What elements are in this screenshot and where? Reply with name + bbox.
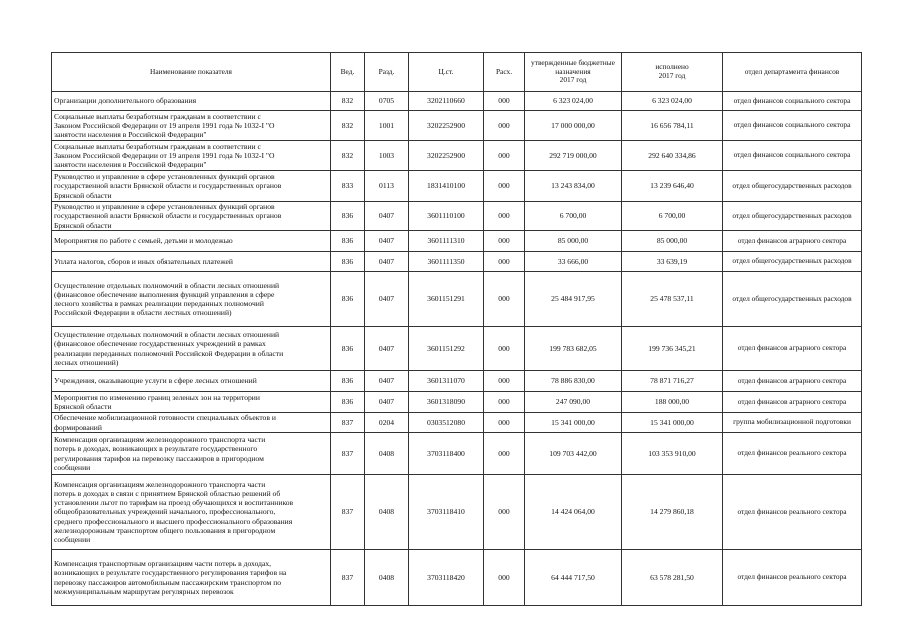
- row-cst: 3601318090: [409, 392, 484, 413]
- row-ved: 836: [331, 252, 365, 272]
- table-row: [52, 433, 862, 475]
- row-ved: 833: [331, 171, 365, 202]
- row-ved: 836: [331, 272, 365, 327]
- row-dept: отдел финансов аграрного сектора: [723, 231, 862, 252]
- row-ved: 836: [331, 392, 365, 413]
- row-ved: 837: [331, 475, 365, 550]
- row-razd: 0705: [365, 92, 409, 111]
- table-row: [52, 252, 862, 272]
- row-rash: 000: [484, 327, 525, 371]
- row-fact: 292 640 334,86: [622, 141, 723, 171]
- row-razd: 0407: [365, 252, 409, 272]
- row-fact: 78 871 716,27: [622, 371, 723, 392]
- header-fact: исполнено 2017 год: [622, 53, 723, 92]
- row-cst: 3202252900: [409, 111, 484, 141]
- row-ved: 832: [331, 111, 365, 141]
- table-row: [52, 475, 862, 550]
- table-row: [52, 327, 862, 371]
- row-rash: 000: [484, 141, 525, 171]
- row-plan: 25 484 917,95: [525, 272, 622, 327]
- row-rash: 000: [484, 252, 525, 272]
- table-row: [52, 231, 862, 252]
- row-cst: 3601111310: [409, 231, 484, 252]
- row-name: Руководство и управление в сфере установленных функций органов государственной власти Брянской области и государственных органов Брянской области: [52, 171, 331, 202]
- row-ved: 837: [331, 413, 365, 433]
- row-razd: 0407: [365, 272, 409, 327]
- row-rash: 000: [484, 92, 525, 111]
- row-cst: 0303512080: [409, 413, 484, 433]
- row-name: Уплата налогов, сборов и иных обязательных платежей: [52, 252, 331, 272]
- row-cst: 3703118420: [409, 550, 484, 606]
- row-plan: 14 424 064,00: [525, 475, 622, 550]
- row-cst: 3703118400: [409, 433, 484, 475]
- row-plan: 13 243 834,00: [525, 171, 622, 202]
- row-dept: отдел финансов реального сектора: [723, 475, 862, 550]
- row-rash: 000: [484, 231, 525, 252]
- row-dept: отдел финансов реального сектора: [723, 550, 862, 606]
- row-plan: 33 666,00: [525, 252, 622, 272]
- row-fact: 85 000,00: [622, 231, 723, 252]
- row-rash: 000: [484, 413, 525, 433]
- row-dept: отдел общегосударственных расходов: [723, 272, 862, 327]
- row-fact: 63 578 281,50: [622, 550, 723, 606]
- row-name: Осуществление отдельных полномочий в области лесных отношений (финансовое обеспечение выполнения функций управления в сфере лесного хозяйства в рамках реализации переданных полномочий Российской Федерации в области лестных отношений): [52, 272, 331, 327]
- row-razd: 0407: [365, 327, 409, 371]
- table-row: [52, 92, 862, 111]
- row-cst: 3601111350: [409, 252, 484, 272]
- row-name: Организации дополнительного образования: [52, 92, 331, 111]
- row-name: Осуществление отдельных полномочий в области лесных отношений (финансовое обеспечение государственных учреждений в рамках реализации переданных полномочий Российской Федерации в области лесных отношений): [52, 327, 331, 371]
- row-dept: отдел общегосударственных расходов: [723, 202, 862, 231]
- row-cst: 3703118410: [409, 475, 484, 550]
- row-dept: отдел финансов аграрного сектора: [723, 371, 862, 392]
- table-row: [52, 392, 862, 413]
- row-rash: 000: [484, 371, 525, 392]
- row-razd: 0408: [365, 475, 409, 550]
- header-plan: утвержденные бюджетные назначения 2017 год: [525, 53, 622, 92]
- row-plan: 6 700,00: [525, 202, 622, 231]
- row-dept: отдел финансов социального сектора: [723, 141, 862, 171]
- row-razd: 0408: [365, 433, 409, 475]
- row-cst: 3202252900: [409, 141, 484, 171]
- table-row: [52, 111, 862, 141]
- row-plan: 6 323 024,00: [525, 92, 622, 111]
- row-cst: 3601110100: [409, 202, 484, 231]
- table-row: [52, 272, 862, 327]
- row-fact: 6 700,00: [622, 202, 723, 231]
- row-rash: 000: [484, 550, 525, 606]
- row-razd: 1003: [365, 141, 409, 171]
- row-name: Мероприятия по работе с семьей, детьми и молодежью: [52, 231, 331, 252]
- table-row: [52, 413, 862, 433]
- row-name: Социальные выплаты безработным гражданам в соответствии с Законом Российской Федерации от 19 апреля 1991 года № 1032-I "О занятости населения в Российской Федерации": [52, 111, 331, 141]
- row-fact: 199 736 345,21: [622, 327, 723, 371]
- row-rash: 000: [484, 272, 525, 327]
- header-cst: Ц.ст.: [409, 53, 484, 92]
- row-plan: 199 783 682,05: [525, 327, 622, 371]
- row-ved: 836: [331, 327, 365, 371]
- row-ved: 836: [331, 371, 365, 392]
- row-ved: 832: [331, 141, 365, 171]
- row-plan: 64 444 717,50: [525, 550, 622, 606]
- row-name: Учреждения, оказывающие услуги в сфере лесных отношений: [52, 371, 331, 392]
- row-fact: 13 239 646,40: [622, 171, 723, 202]
- row-rash: 000: [484, 392, 525, 413]
- row-dept: отдел финансов аграрного сектора: [723, 392, 862, 413]
- row-name: Обеспечение мобилизационной готовности специальных объектов и формирований: [52, 413, 331, 433]
- row-rash: 000: [484, 171, 525, 202]
- row-plan: 292 719 000,00: [525, 141, 622, 171]
- header-rash: Расх.: [484, 53, 525, 92]
- row-plan: 109 703 442,00: [525, 433, 622, 475]
- row-dept: отдел финансов аграрного сектора: [723, 327, 862, 371]
- row-fact: 14 279 860,18: [622, 475, 723, 550]
- row-plan: 15 341 000,00: [525, 413, 622, 433]
- row-fact: 16 656 784,11: [622, 111, 723, 141]
- row-dept: отдел финансов социального сектора: [723, 111, 862, 141]
- table-row: [52, 141, 862, 171]
- row-cst: 3202110660: [409, 92, 484, 111]
- row-fact: 188 000,00: [622, 392, 723, 413]
- row-rash: 000: [484, 202, 525, 231]
- row-ved: 837: [331, 433, 365, 475]
- row-fact: 103 353 910,00: [622, 433, 723, 475]
- row-dept: группа мобилизационной подготовки: [723, 413, 862, 433]
- row-razd: 0407: [365, 392, 409, 413]
- table-header-row: [52, 53, 862, 92]
- row-name: Руководство и управление в сфере установленных функций органов государственной власти Брянской области и государственных органов Брянской области: [52, 202, 331, 231]
- table-row: [52, 202, 862, 231]
- row-name: Компенсация организациям железнодорожного транспорта части потерь в доходах, возникающих в результате государственного регулирования тарифов на перевозку пассажиров в пригородном сообщении: [52, 433, 331, 475]
- row-plan: 247 090,00: [525, 392, 622, 413]
- row-ved: 832: [331, 92, 365, 111]
- row-dept: отдел финансов реального сектора: [723, 433, 862, 475]
- row-dept: отдел финансов социального сектора: [723, 92, 862, 111]
- table-row: [52, 550, 862, 606]
- row-razd: 0113: [365, 171, 409, 202]
- row-cst: 3601311070: [409, 371, 484, 392]
- row-ved: 837: [331, 550, 365, 606]
- row-razd: 1001: [365, 111, 409, 141]
- row-ved: 836: [331, 231, 365, 252]
- row-cst: 3601151292: [409, 327, 484, 371]
- row-razd: 0204: [365, 413, 409, 433]
- row-name: Социальные выплаты безработным гражданам в соответствии с Законом Российской Федерации от 19 апреля 1991 года № 1032-I "О занятости населения в Российской Федерации": [52, 141, 331, 171]
- row-cst: 3601151291: [409, 272, 484, 327]
- row-ved: 836: [331, 202, 365, 231]
- row-razd: 0407: [365, 371, 409, 392]
- row-razd: 0408: [365, 550, 409, 606]
- row-fact: 6 323 024,00: [622, 92, 723, 111]
- row-dept: отдел общегосударственных расходов: [723, 171, 862, 202]
- table-row: [52, 371, 862, 392]
- row-rash: 000: [484, 475, 525, 550]
- row-fact: 25 478 537,11: [622, 272, 723, 327]
- row-razd: 0407: [365, 231, 409, 252]
- row-plan: 78 886 830,00: [525, 371, 622, 392]
- table-row: [52, 171, 862, 202]
- header-dept: отдел департамента финансов: [723, 53, 862, 92]
- header-ved: Вед.: [331, 53, 365, 92]
- header-razd: Разд.: [365, 53, 409, 92]
- row-rash: 000: [484, 111, 525, 141]
- row-name: Мероприятия по изменению границ зеленых зон на территории Брянской области: [52, 392, 331, 413]
- table-body: [52, 92, 862, 606]
- row-dept: отдел общегосударственных расходов: [723, 252, 862, 272]
- row-rash: 000: [484, 433, 525, 475]
- row-name: Компенсация транспортным организациям части потерь в доходах, возникающих в результате государственного регулирования тарифов на перевозку пассажиров автомобильным пассажирским транспортом по межмуниципальным маршрутам регулярных перевозок: [52, 550, 331, 606]
- row-name: Компенсация организациям железнодорожного транспорта части потерь в доходах в связи с принятием Брянской областью решений об установлении льгот по тарифам на проезд обучающихся и воспитанников общеобразовательных учреждений начального, профессионального, среднего профессионального и высшего профессионального образования железнодорожным транспортом общего пользования в пригородном сообщении: [52, 475, 331, 550]
- row-razd: 0407: [365, 202, 409, 231]
- header-name: Наименование показателя: [52, 53, 331, 92]
- row-fact: 15 341 000,00: [622, 413, 723, 433]
- row-cst: 1831410100: [409, 171, 484, 202]
- row-fact: 33 639,19: [622, 252, 723, 272]
- row-plan: 17 000 000,00: [525, 111, 622, 141]
- budget-execution-table: [51, 52, 862, 606]
- row-plan: 85 000,00: [525, 231, 622, 252]
